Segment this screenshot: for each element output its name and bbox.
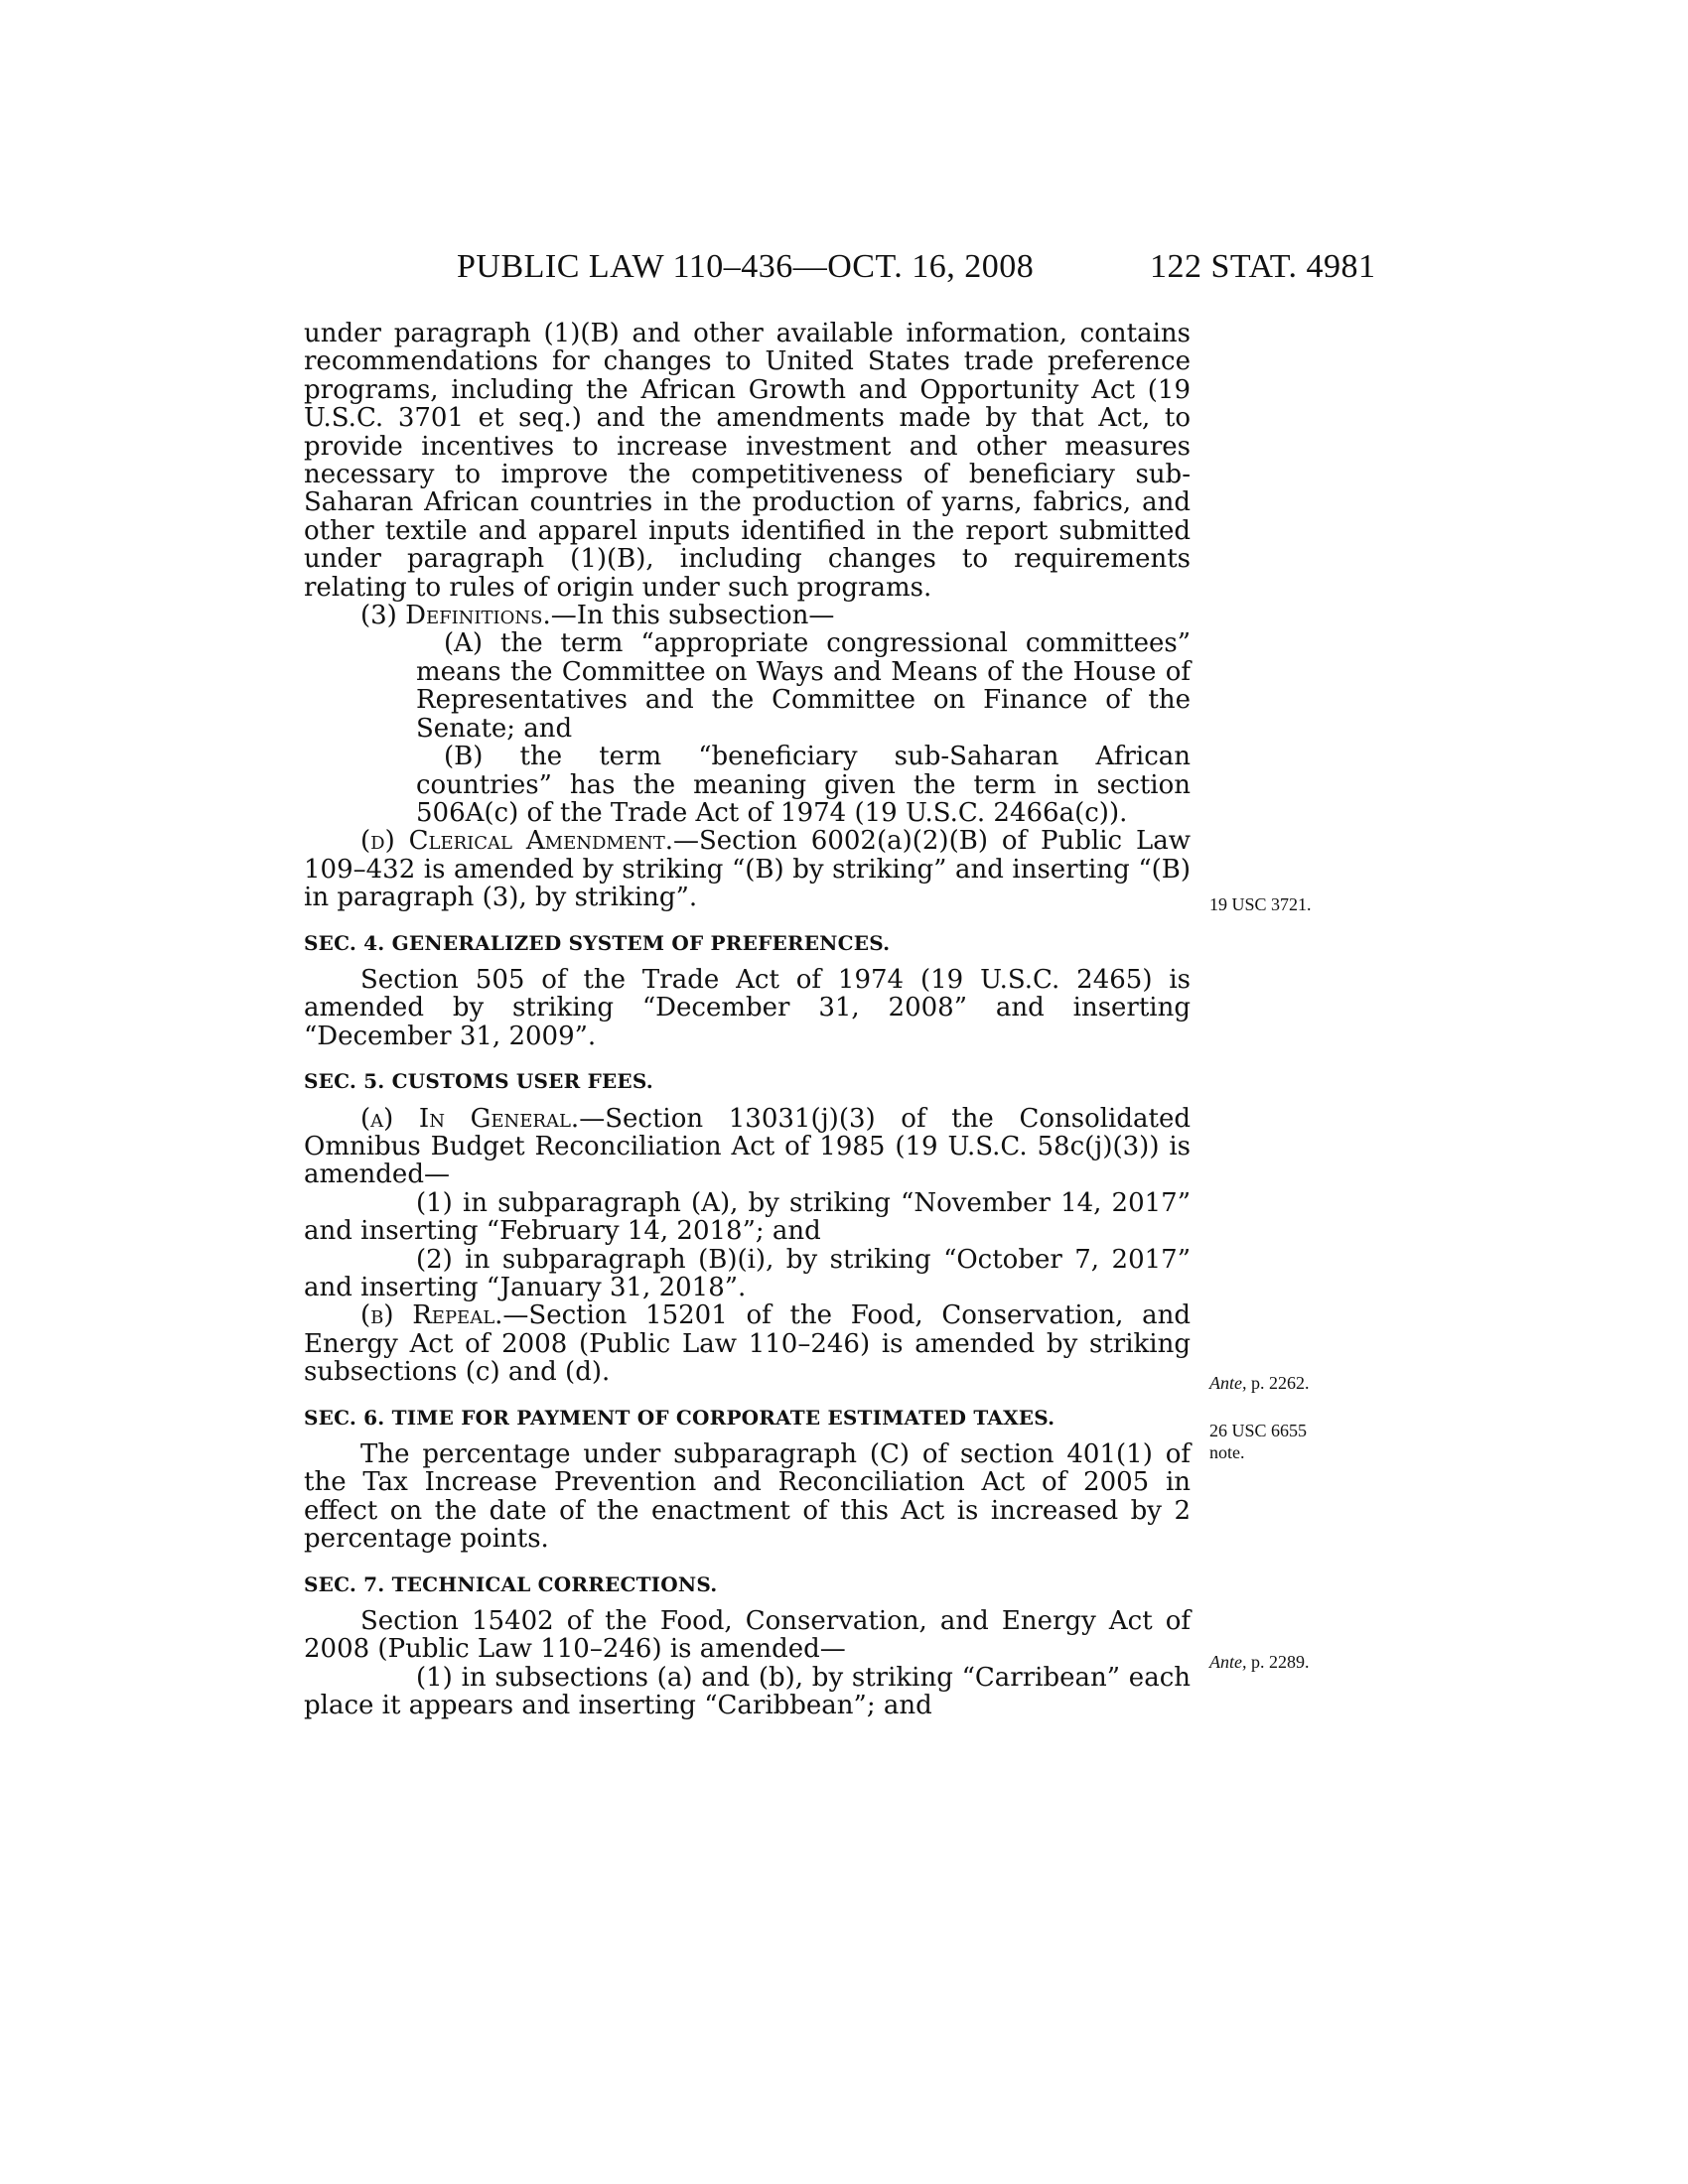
margin-note-ante-italic: Ante, — [1209, 1652, 1247, 1672]
clerical-amendment-text: —Section 6002(a)(2)(B) of Public Law 109–432 is amended by striking “(B) by striking” and inserting “(B) in paragraph (3), by striking”. — [304, 826, 1191, 913]
margin-note-page: p. 2289. — [1246, 1652, 1310, 1672]
margin-note-ante-2289 — [1209, 1651, 1310, 1673]
clerical-amendment-paragraph — [304, 827, 1191, 911]
clerical-amendment-label: (d) Clerical Amendment. — [360, 826, 673, 857]
definitions-label: (3) Definitions. — [360, 601, 551, 631]
margin-note-line2: note. — [1209, 1442, 1245, 1462]
margin-note-page: p. 2262. — [1246, 1373, 1310, 1393]
margin-note-line1: 26 USC 6655 — [1209, 1421, 1308, 1440]
definitions-text: —In this subsection— — [550, 601, 835, 631]
section-4-heading: SEC. 4. GENERALIZED SYSTEM OF PREFERENCES. — [304, 930, 891, 955]
section-5a-label: (a) In General. — [360, 1103, 580, 1134]
running-header-page: 122 STAT. 4981 — [1150, 248, 1376, 285]
section-5b-paragraph — [304, 1301, 1191, 1386]
section-6-text: The percentage under subparagraph (C) of section 401(1) of the Tax Increase Prevention and Reconciliation Act of 2005 in effect on the date of the enactment of this Act is increased by 2 percentage points. — [304, 1439, 1191, 1555]
section-5a1-text: (1) in subparagraph (A), by striking “November 14, 2017” and inserting “February 14, 2018”; and — [304, 1187, 1191, 1247]
definitions-paragraph — [304, 602, 1191, 629]
section-5-heading: SEC. 5. CUSTOMS USER FEES. — [304, 1069, 653, 1094]
body-text — [304, 320, 1191, 1720]
section-5a-paragraph — [304, 1105, 1191, 1189]
section-5a-text: —Section 13031(j)(3) of the Consolidated Omnibus Budget Reconciliation Act of 1985 (19 U.S.C. 58c(j)(3)) is amended— — [304, 1103, 1191, 1190]
section-7-1-text: (1) in subsections (a) and (b), by striking “Carribean” each place it appears and inserting “Caribbean”; and — [304, 1662, 1191, 1721]
margin-note-19usc3721: 19 USC 3721. — [1209, 894, 1312, 914]
paragraph-continuation: under paragraph (1)(B) and other available information, contains recommendations for changes to United States trade preference programs, including the African Growth and Opportunity Act (19 U.S.C. 3701 et seq.) and the amendments made by that Act, to provide incentives to increase investment and other measures necessary to improve the competitiveness of beneficiary sub-Saharan African countries in the production of yarns, fabrics, and other textile and apparel inputs identified in the report submitted under paragraph (1)(B), including changes to requirements relating to rules of origin under such programs. — [304, 319, 1191, 603]
margin-note-ante-italic: Ante, — [1209, 1373, 1247, 1393]
running-header-title: PUBLIC LAW 110–436—OCT. 16, 2008 — [457, 248, 1035, 285]
section-5b-label: (b) Repeal. — [360, 1300, 503, 1331]
definition-a — [304, 629, 1191, 743]
section-7-text: Section 15402 of the Food, Conservation, and Energy Act of 2008 (Public Law 110–246) is amended— — [304, 1606, 1191, 1665]
definition-b — [304, 743, 1191, 827]
section-5b-text: —Section 15201 of the Food, Conservation, and Energy Act of 2008 (Public Law 110–246) is amended by striking subsections (c) and (d). — [304, 1300, 1191, 1388]
margin-note-26usc6655 — [1209, 1420, 1307, 1463]
section-7-heading: SEC. 7. TECHNICAL CORRECTIONS. — [304, 1571, 718, 1596]
definition-b-text: (B) the term “beneficiary sub-Saharan African countries” has the meaning given the term in section 506A(c) of the Trade Act of 1974 (19 U.S.C. 2466a(c)). — [416, 742, 1191, 828]
definition-a-text: (A) the term “appropriate congressional committees” means the Committee on Ways and Means of the House of Representatives and the Committee on Finance of the Senate; and — [416, 628, 1191, 744]
section-6-heading: SEC. 6. TIME FOR PAYMENT OF CORPORATE ESTIMATED TAXES. — [304, 1405, 1055, 1430]
margin-note-ante-2262 — [1209, 1372, 1310, 1394]
section-4-text: Section 505 of the Trade Act of 1974 (19 U.S.C. 2465) is amended by striking “December 31, 2008” and inserting “December 31, 2009”. — [304, 964, 1191, 1051]
section-5a2-text: (2) in subparagraph (B)(i), by striking “October 7, 2017” and inserting “January 31, 2018”. — [304, 1244, 1191, 1302]
